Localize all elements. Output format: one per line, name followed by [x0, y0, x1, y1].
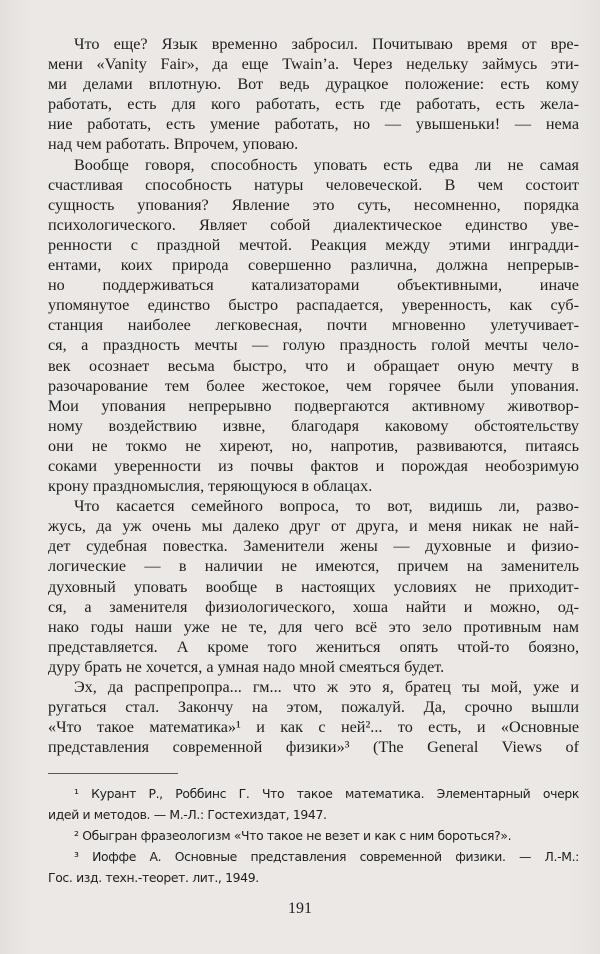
text-line: логические — в наличии не имеются, причем на заменитель [48, 557, 579, 576]
text-line: разочарование тем более жестокое, чем горячее были упования. [48, 376, 579, 395]
footnotes [48, 783, 579, 888]
text-line: дет судебная повестка. Заменители жены — духовные и физио- [48, 537, 579, 556]
text-line: представления современной физики»³ (The General Views of [48, 738, 579, 757]
main-text [48, 34, 579, 757]
text-line: Вообще говоря, способность уповать есть едва ли не самая [74, 155, 579, 174]
footnote [48, 783, 579, 825]
text-line: духовный уповать вообще в настоящих условиях не приходит- [48, 577, 579, 596]
text-line: ся, а праздность мечты — голую праздность голой мечты чело- [48, 336, 579, 355]
text-line: ся, а заменителя физиологического, хоша найти и можно, од- [48, 597, 579, 616]
text-line: работать, есть для кого работать, есть где работать, есть жела- [48, 95, 579, 114]
text-line: Эх, да распрепропра... гм... что ж это я, братец ты мой, уже и [74, 678, 579, 696]
text-line: представляется. А кроме того жениться опять чтой-то боязно, [48, 637, 579, 656]
text-line: ному воздействию извне, благодаря каковому обстоятельству [48, 416, 579, 435]
text-line: крону праздномыслия, теряющуюся в облацах. [48, 477, 373, 496]
text-line: Гос. изд. техн.-теорет. лит., 1949. [48, 870, 259, 885]
paragraph [48, 677, 579, 757]
text-line: ¹ Курант Р., Роббинс Г. Что такое математика. Элементарный очерк [74, 786, 579, 801]
text-line: соками уверенности из почвы фактов и порождая необозримую [48, 456, 579, 475]
text-line: станция наиболее легковесная, почти мгновенно улетучивает- [48, 316, 579, 335]
text-line: Мои упования непрерывно подвергаются активному животвор- [48, 396, 579, 415]
text-line: сущность упования? Явление это суть, несомненно, порядка [48, 195, 579, 214]
paragraph [48, 496, 579, 677]
text-line: Что касается семейного вопроса, то вот, видишь ли, разво- [74, 497, 579, 516]
text-line: но поддерживаться катализаторами объективными, иначе [48, 276, 579, 295]
text-line: ми делами вплотную. Вот ведь дурацкое положение: есть кому [48, 75, 579, 94]
text-line: Что еще? Язык временно забросил. Почитываю время от вре- [74, 35, 579, 53]
text-line: ² Обыгран фразеологизм «Что такое не везет и как с ним бороться?». [74, 828, 512, 843]
text-line: психологического. Являет собой диалектическое единство уве- [48, 215, 579, 234]
text-line: нако годы наши уже не те, для чего всё это зело противным нам [48, 617, 579, 636]
text-line: счастливая способность натуры человеческой. В чем состоит [48, 175, 579, 194]
text-line: идей и методов. — М.-Л.: Гостехиздат, 1947. [48, 807, 327, 822]
text-line: мени «Vanity Fair», да еще Twain’a. Через недельку займусь эти- [48, 55, 579, 74]
page-number: 191 [288, 900, 312, 917]
paragraph [48, 34, 579, 155]
text-line: «Что такое математика»¹ и как с ней²... то есть, и «Основные [48, 718, 579, 737]
text-line: ³ Иоффе А. Основные представления современной физики. — Л.-М.: [74, 849, 579, 864]
text-line: дуру брать не хочется, а умная надо мной смеяться будет. [48, 657, 445, 676]
footnote-separator [48, 773, 178, 774]
text-line: жусь, да уж очень мы далеко друг от друга, и меня никак не най- [48, 517, 579, 536]
text-line: упомянутое единство быстро распадается, уверенность, как суб- [48, 296, 579, 315]
footnote [48, 846, 579, 888]
footnote [48, 825, 579, 846]
paragraph [48, 155, 579, 497]
text-line: ние работать, есть умение работать, но — увышеньки! — нема [48, 115, 579, 134]
text-line: они не токмо не хиреют, но, напротив, развиваются, питаясь [48, 436, 579, 455]
text-line: ругаться стал. Закончу на этом, пожалуй. Да, срочно вышли [48, 698, 579, 717]
text-line: над чем работать. Впрочем, уповаю. [48, 135, 299, 154]
text-line: ренности с праздной мечтой. Реакция между этими инградди- [48, 235, 579, 254]
text-line: ентами, коих природа совершенно различна, должна непрерыв- [48, 256, 579, 275]
text-line: век осознает весьма быстро, что и обращает оную мечту в [48, 356, 579, 375]
